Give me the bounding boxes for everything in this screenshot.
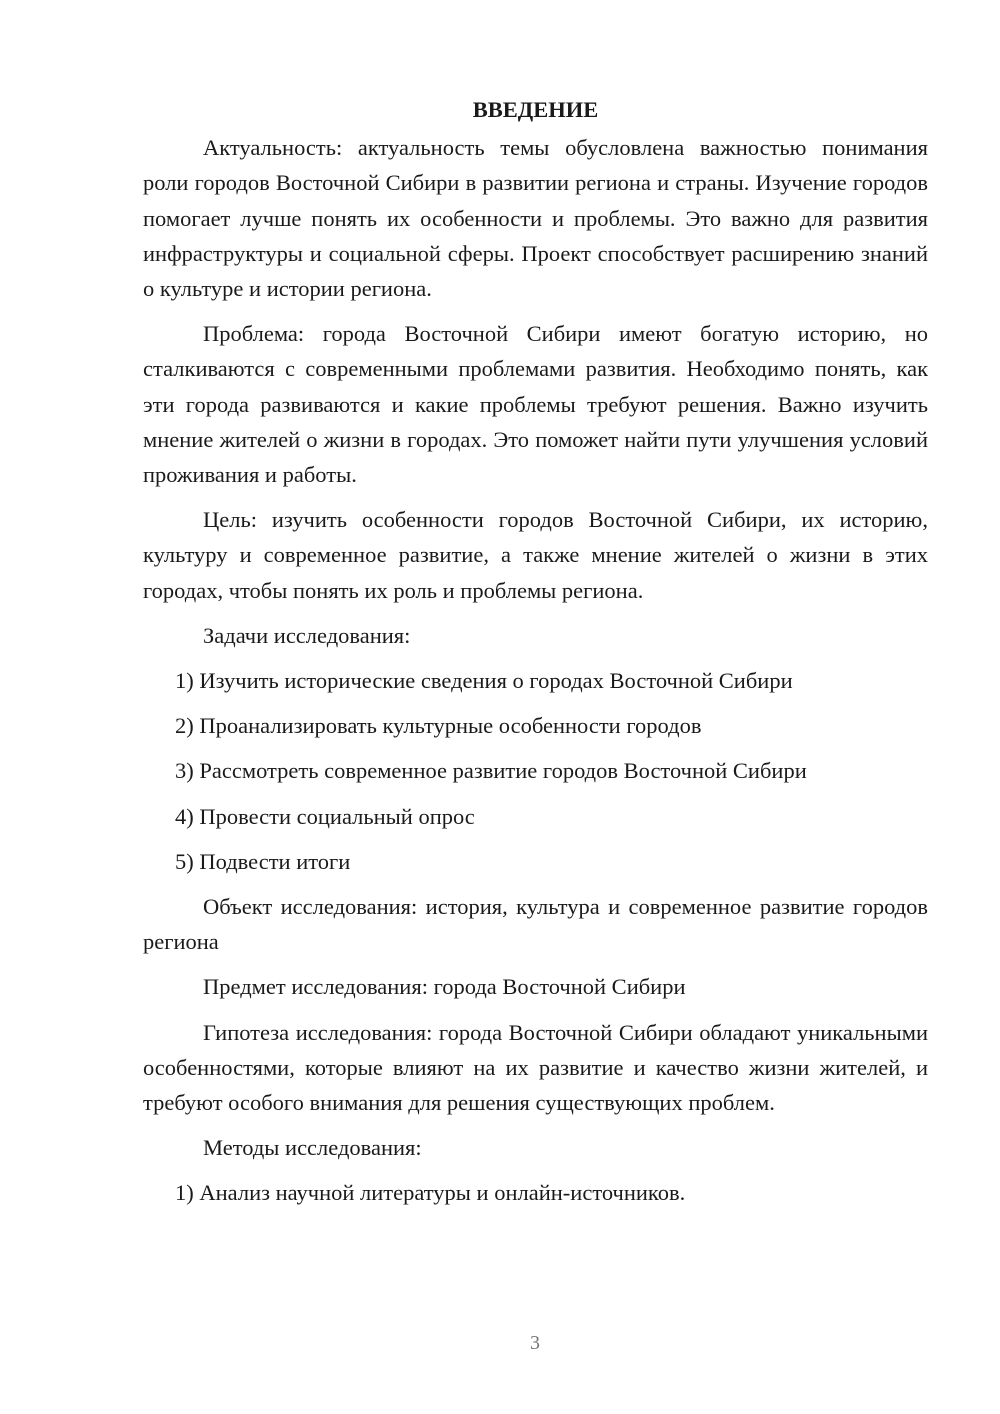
subject-paragraph: Предмет исследования: города Восточной Сибири [203,974,686,1000]
methods-heading: Методы исследования: [203,1135,422,1161]
task-item: 5) Подвести итоги [175,848,351,874]
page-number: 3 [530,1332,540,1354]
task-item: 3) Рассмотреть современное развитие городов Восточной Сибири [175,758,807,784]
task-item: 2) Проанализировать культурные особенности городов [175,713,702,739]
tasks-heading: Задачи исследования: [203,622,411,648]
hypothesis-paragraph: Гипотеза исследования: города Восточной Сибири обладают уникальными особенностями, которые влияют на их развитие и качество жизни жителей, и требуют особого внимания для решения существующих проблем. [143,1019,928,1116]
section-title: ВВЕДЕНИЕ [472,97,599,122]
problem-paragraph: Проблема: города Восточной Сибири имеют богатую историю, но сталкиваются с современными проблемами развития. Необходимо понять, как эти города развиваются и какие проблемы требуют решения. Важно изучить мнение жителей о жизни в городах. Это поможет найти пути улучшения условий проживания и работы. [143,321,928,488]
task-item: 4) Провести социальный опрос [175,803,475,829]
document-body [143,92,928,1221]
object-paragraph: Объект исследования: история, культура и современное развитие городов региона [143,894,928,955]
task-item: 1) Изучить исторические сведения о городах Восточной Сибири [175,668,793,694]
goal-paragraph: Цель: изучить особенности городов Восточной Сибири, их историю, культуру и современное развитие, а также мнение жителей о жизни в этих городах, чтобы понять их роль и проблемы региона. [143,507,928,603]
relevance-paragraph: Актуальность: актуальность темы обусловлена важностью понимания роли городов Восточной Сибири в развитии региона и страны. Изучение городов помогает лучше понять их особенности и проблемы. Это важно для развития инфраструктуры и социальной сферы. Проект способствует расширению знаний о культуре и истории региона. [143,135,928,302]
method-item: 1) Анализ научной литературы и онлайн-источников. [175,1180,686,1206]
